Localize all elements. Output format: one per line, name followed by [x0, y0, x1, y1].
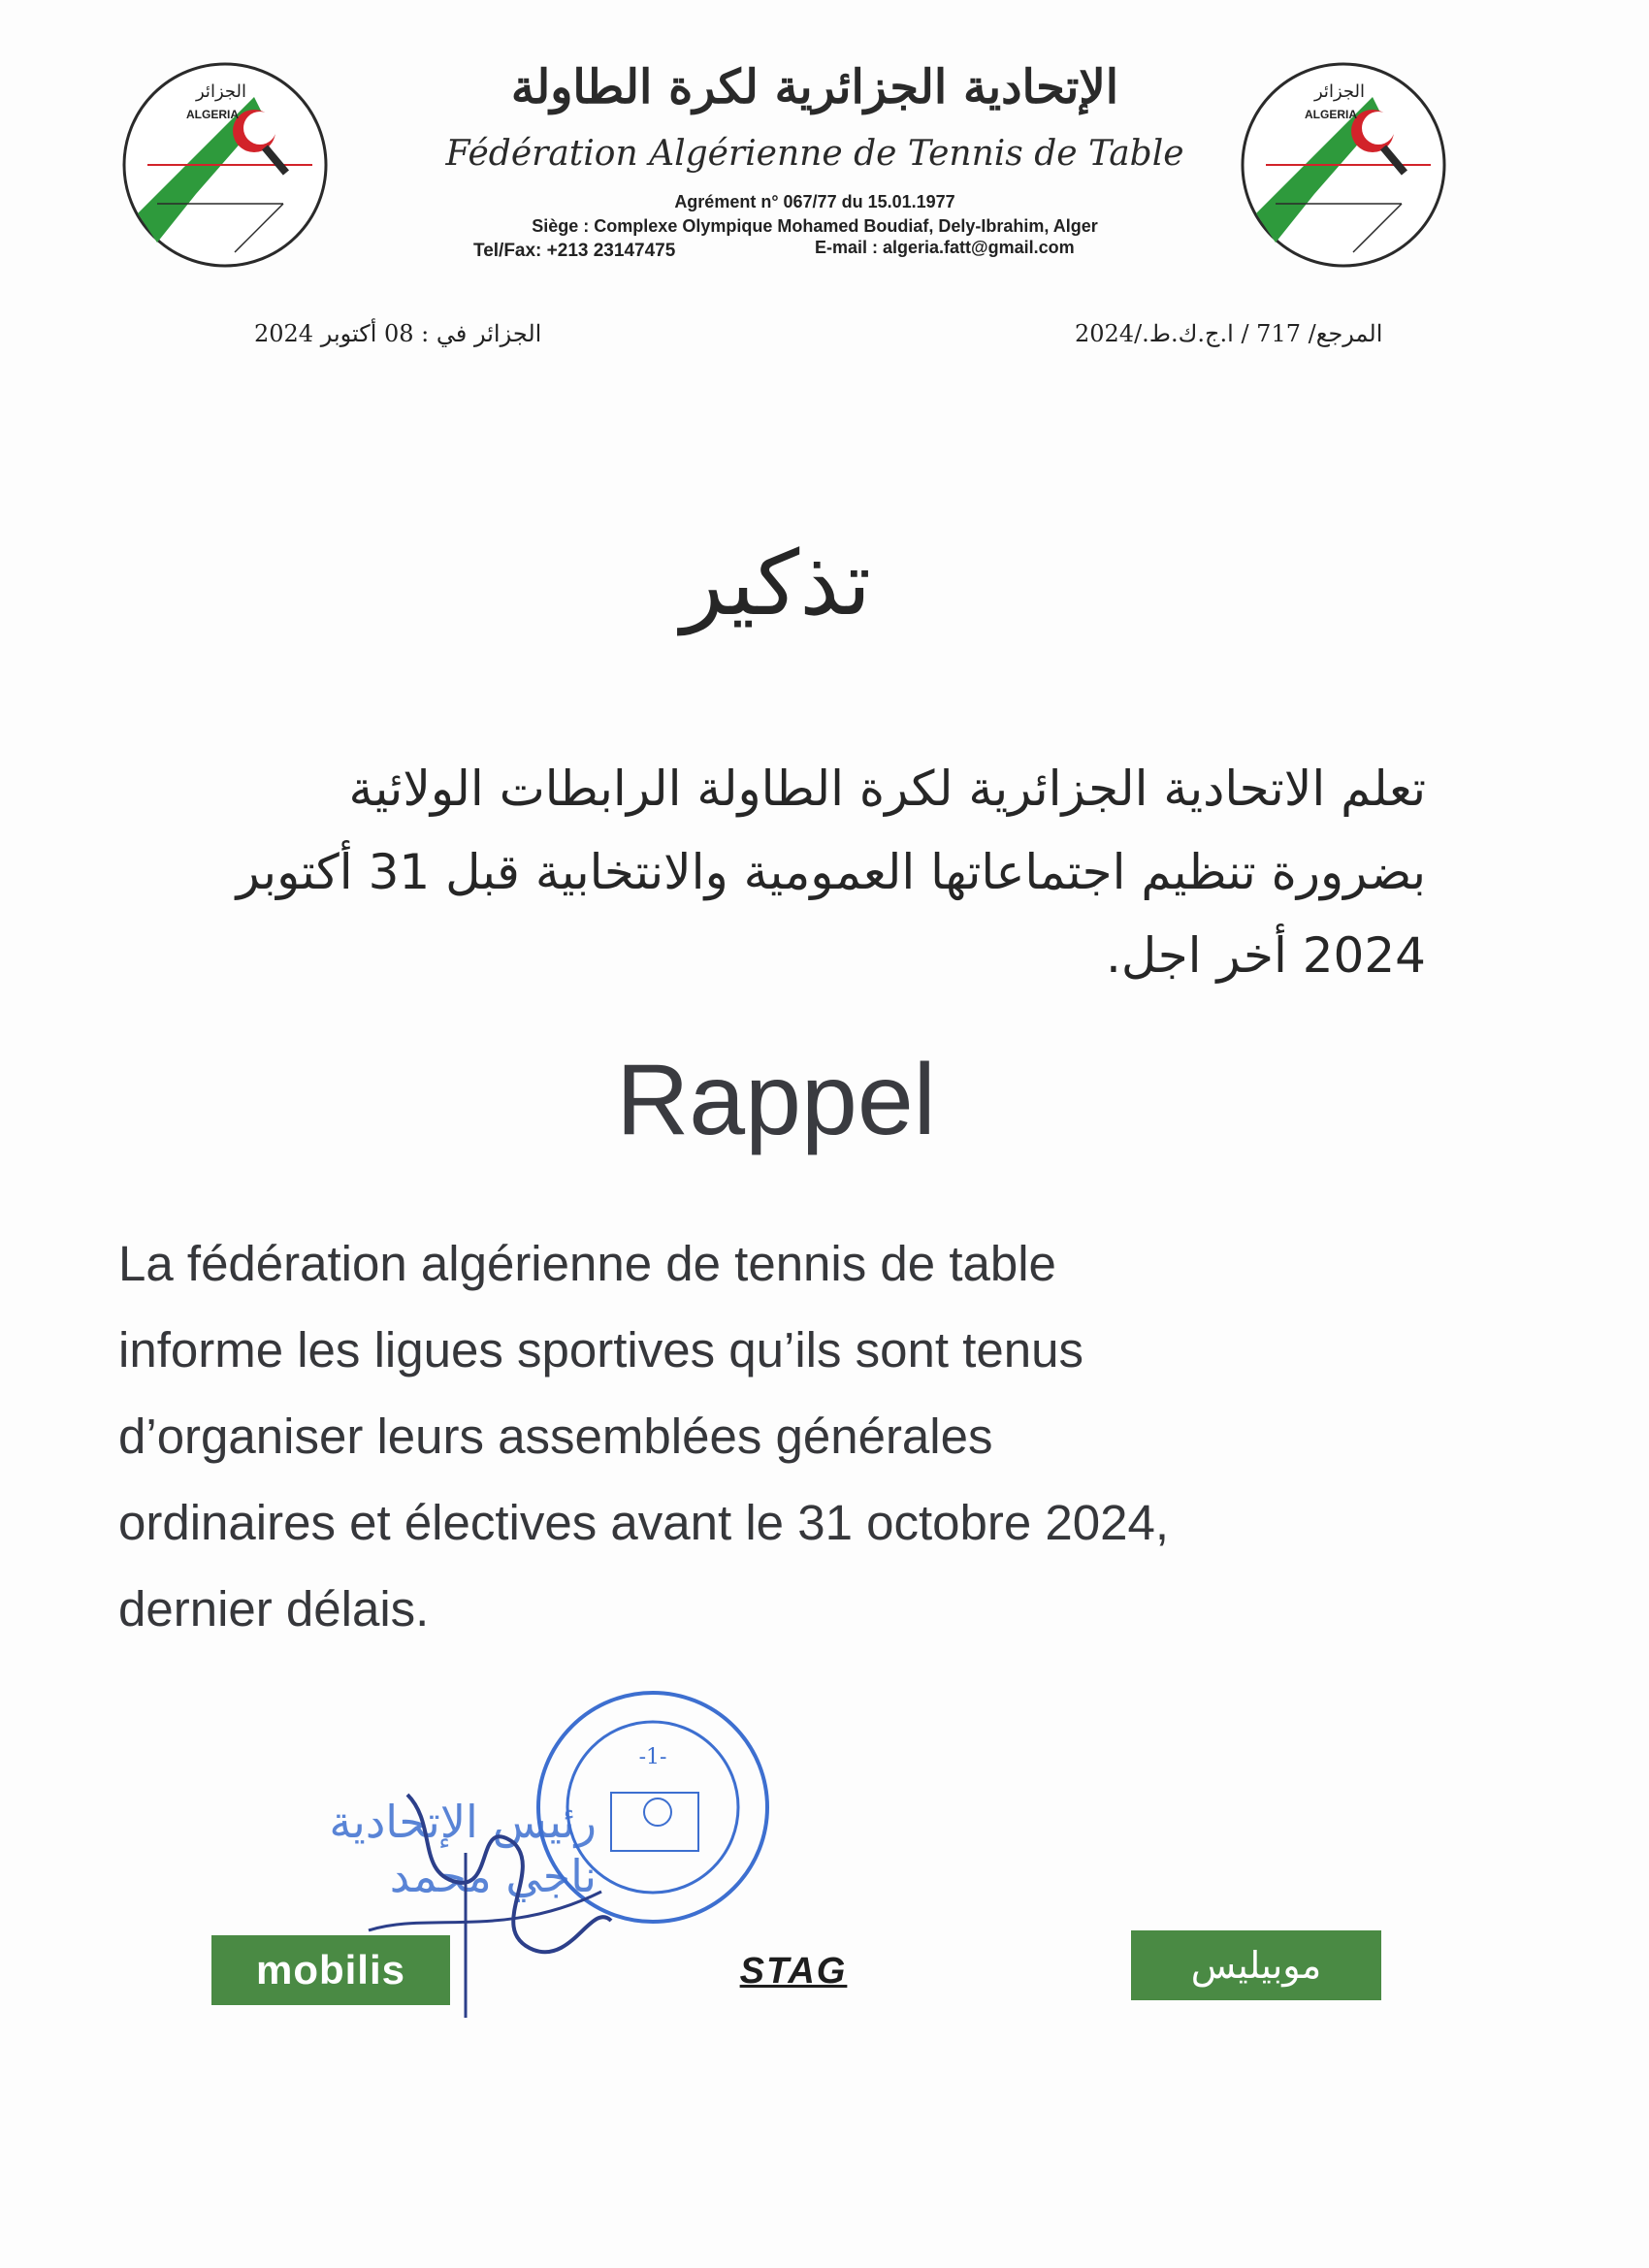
sponsor-mobilis-text: mobilis [255, 1947, 406, 1993]
body-french-line: d’organiser leurs assemblées générales [118, 1409, 993, 1464]
signatory-name: ناجي محمد [389, 1850, 597, 1902]
header-siege: Siège : Complexe Olympique Mohamed Boudiaf, Dely-Ibrahim, Alger [532, 216, 1098, 236]
sponsor-mobilis-ar-text: موبيليس [1190, 1944, 1322, 1987]
header-telfax: Tel/Fax: +213 23147475 [473, 241, 676, 261]
body-french-line: informe les ligues sportives qu’ils sont tenus [118, 1322, 1083, 1377]
logo-text-ar: الجزائر [1314, 81, 1365, 102]
federation-logo-right [1237, 58, 1450, 272]
document-date: الجزائر في : 08 أكتوبر 2024 [254, 320, 542, 347]
body-french [118, 1220, 1457, 1652]
logo-text-en: ALGERIA [1305, 108, 1357, 121]
body-french-line: ordinaires et électives avant le 31 octobre 2024, [118, 1495, 1170, 1550]
logo-text-ar: الجزائر [196, 81, 246, 102]
sponsor-mobilis-logo [211, 1935, 450, 2005]
body-arabic-line: 2024 أخر اجل. [1106, 927, 1426, 984]
header-title-fr: Fédération Algérienne de Tennis de Table [445, 134, 1184, 174]
title-french: Rappel [616, 1044, 936, 1156]
document-reference: المرجع/ 717 / ا.ج.ك.ط./2024 [1075, 320, 1383, 347]
federation-logo-left [118, 58, 332, 272]
title-arabic: تذكير [680, 532, 872, 635]
header-agrement: Agrément n° 067/77 du 15.01.1977 [674, 192, 955, 211]
body-french-line: La fédération algérienne de tennis de table [118, 1236, 1056, 1291]
body-arabic-line: بضرورة تنظيم اجتماعاتها العمومية والانتخابية قبل 31 أكتوبر [236, 844, 1426, 900]
stamp-number: -1- [638, 1745, 667, 1769]
body-arabic [87, 747, 1426, 997]
sponsor-stag-text: STAG [739, 1950, 848, 1992]
logo-text-en: ALGERIA [186, 108, 239, 121]
body-arabic-line: تعلم الاتحادية الجزائرية لكرة الطاولة الرابطات الولائية [348, 761, 1426, 817]
sponsor-stag-logo [711, 1946, 876, 1996]
signatory-title: رئيس الإتحادية [329, 1796, 597, 1848]
sponsor-mobilis-ar-logo [1131, 1930, 1381, 2000]
header-title-ar: الإتحادية الجزائرية لكرة الطاولة [510, 60, 1119, 114]
body-french-line: dernier délais. [118, 1581, 430, 1636]
header-email: E-mail : algeria.fatt@gmail.com [815, 238, 1075, 257]
